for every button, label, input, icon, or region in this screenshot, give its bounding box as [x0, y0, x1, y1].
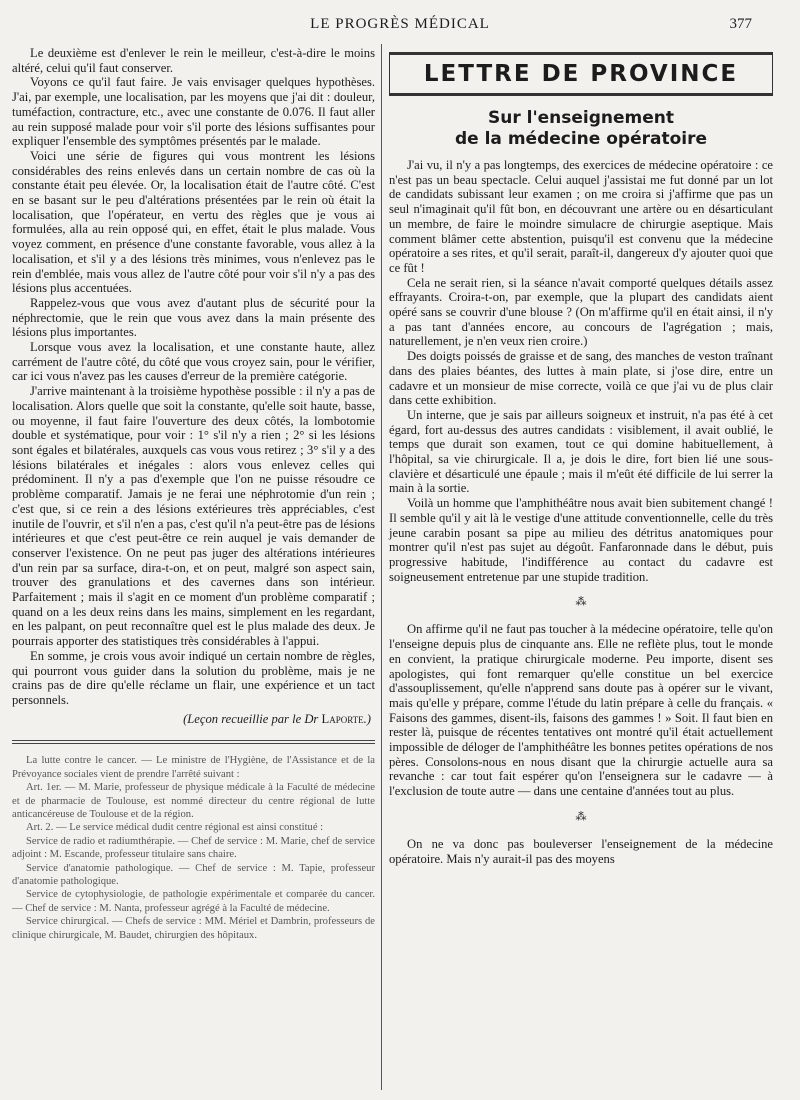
paragraph: J'arrive maintenant à la troisième hypothèse possible : il n'y a pas de localisation. Alors quelle que soit la constante, qu'elle soit haute, basse, ou moyenne, il faut faire l'ouverture des deux côtés, la lombotomie double et systématique, pour voir : 1° s'il n'y a rien ; 2° si les lésions sont égales et bilatérales, auxquels cas vous vous retirez ; 3° s'il y a des lésions bilatérales et inégales : alors vous enlevez celles qui prédominent. Il n'y a pas d'exemple que l'on ne puisse résoudre ce problème comparatif. Jamais je ne ferai une néphrotomie d'un rein ; c'est que, si ce rein a des lésions extérieures très appréciables, c'est inutile de l'ouvrir, et s'il n'en a pas, c'est qu'il n'a peut-être pas de lésions intérieures et que c'est peut-être ce rein auquel je vais demander de conserver l'existence. On ne peut pas juger des altérations intérieures d'un rein par sa surface, dira-t-on, et on peut, malgré son aspect sain, trouver des granulations et des cavernes dans son intérieur. Parfaitement ; mais il s'agit en ce moment d'un problème comparatif ; quand on a les deux reins dans les mains, simplement en les regardant, en les palpant, on peut reconnaître quel est le plus malade des deux. Je pourrais apporter des statistiques très considérables à l'appui. [12, 384, 375, 649]
paragraph: En somme, je crois vous avoir indiqué un certain nombre de règles, qui pourront vous guider dans la solution du problème, mais je ne crains pas de dire qu'elle réclame un flair, une expérience et un tact personnels. [12, 648, 375, 707]
news-paragraph: Service d'anatomie pathologique. — Chef de service : M. Tapie, professeur d'anatomie pathologique. [12, 862, 375, 887]
paragraph: Un interne, que je sais par ailleurs soigneux et instruit, n'a pas été à cet égard, fort au-dessus des autres candidats : visiblement, il avait oublié, le temps que durait son examen, tout ce qui domine habituellement, à l'hôpital, sa vie chirurgicale. Il a, je dois le dire, fort bien lié une sous-clavière et désarticulé une épaule ; mais il m'eût été difficile de lui serrer la main à la sortie. [389, 407, 773, 496]
article-title-line: Sur l'enseignement [487, 108, 675, 128]
right-column [389, 52, 773, 866]
running-header [0, 14, 800, 36]
journal-title: LE PROGRÈS MÉDICAL [310, 16, 490, 32]
news-paragraph: La lutte contre le cancer. — Le ministre de l'Hygiène, de l'Assistance et de la Prévoyance sociales vient de prendre l'arrêté suivant : [12, 755, 375, 780]
news-paragraph: Service de radio et radiumthérapie. — Chef de service : M. Marie, chef de service adjoint : M. Escande, professeur titulaire sans chaire. [12, 835, 375, 861]
paragraph: J'ai vu, il n'y a pas longtemps, des exercices de médecine opératoire : ce n'est pas un beau spectacle. Celui auquel j'assistai me fut donné par un lot de candidats subissant leur examen ; on me croira si j'affirme que pas un seul n'imaginait qu'il fût bon, en découvrant une artère ou en désarticulant un membre, de faire le moindre simulacre de chirurgie aseptique. Mais comment blâmer cette abstention, puisqu'il est convenu que la médecine opératoire a ses rites, et qu'il serait, paraît-il, dangereux d'y ajouter quoi que ce fût ! [389, 158, 773, 275]
column-divider [381, 44, 382, 1090]
signature-suffix: .) [363, 711, 371, 726]
section-divider [12, 740, 375, 744]
asterism-divider: ⁂ [575, 810, 587, 823]
news-paragraph: Service de cytophysiologie, de pathologie expérimentale et comparée du cancer. — Chef de service : M. Nanta, professeur agrégé à la Faculté de médecine. [12, 889, 375, 914]
paragraph: Lorsque vous avez la localisation, et une constante haute, allez carrément de l'autre côté, du côté que vous croyez sain, pour le vérifier, car ici vous n'avez pas les causes d'erreur de la première catégorie. [12, 340, 375, 384]
article-title-line: de la médecine opératoire [454, 129, 707, 149]
paragraph: On ne va donc pas bouleverser l'enseignement de la médecine opératoire. Mais n'y aurait-il pas des moyens [389, 836, 773, 866]
news-paragraph: Art. 2. — Le service médical dudit centre régional est ainsi constitué : [26, 822, 324, 834]
paragraph: Voici une série de figures qui vous montrent les lésions considérables des reins enlevés dans un certain nombre de cas où la constante était peu élevée. Or, la localisation était de l'autre côté. C'est en se basant sur le peu d'altérations présentées par le rein où était la localisation, que l'opérateur, en vertu des règles que je vous ai formulées, alla au rein opposé qui, en effet, était le plus malade. Vous voyez comment, en présence d'une constante favorable, vous allez à la localisation, et s'il y a des lésions très minimes, vous n'enlevez pas le rein d'emblée, mais vous allez de l'autre côté pour voir s'il n'y a pas des lésions plus accentuées. [12, 148, 375, 296]
news-paragraph: Art. 1er. — M. Marie, professeur de physique médicale à la Faculté de médecine et de pharmacie de Toulouse, est nommé directeur du centre régional de lutte anticancéreuse de Toulouse et de la région. [12, 782, 375, 820]
section-box-title: LETTRE DE PROVINCE [389, 52, 773, 96]
paragraph: On affirme qu'il ne faut pas toucher à la médecine opératoire, telle qu'on l'enseigne depuis plus de cinquante ans. Elle ne reflète plus, tout le monde en convient, la pratique chirurgicale moderne. Peu importe, disent ses apologistes, qui font remarquer qu'elle constitue un bel exercice d'assouplissement, qu'elle n'apprend sans doute pas à opérer sur le vivant, mais qu'elle y prépare, comme l'étude du latin prépare à celle du français. « Faisons des gammes, disent-ils, faisons des gammes ! » Soit. Il faut bien en rester là, puisque de récentes tentatives ont montré qu'il était actuellement impossible de déloger de l'amphithéâtre les bonnes petites opérations de nos pères. Consolons-nous en nous disant que la chirurgie actuelle aura sa revanche : car tout fait espérer qu'on l'enseignera sur le cadavre — à l'exclusion de toute autre — dans une centaine d'années tout au plus. [389, 622, 773, 799]
article-title [389, 108, 773, 150]
left-column [12, 46, 375, 942]
page-number: 377 [729, 16, 752, 32]
paragraph: Le deuxième est d'enlever le rein le meilleur, c'est-à-dire le moins altéré, celui qu'il faut conserver. [12, 46, 375, 75]
paragraph: Des doigts poissés de graisse et de sang, des manches de veston traînant dans des plaies béantes, des luttes à main plate, si j'ose dire, entre un cadavre et un monsieur de mise correcte, voilà ce que j'ai vu de plus clair dans cette exhibition. [389, 349, 773, 408]
news-paragraph: Service chirurgical. — Chefs de service : MM. Mériel et Dambrin, professeurs de clinique chirurgicale, M. Baudet, chirurgien des hôpitaux. [12, 916, 375, 941]
paragraph: Cela ne serait rien, si la séance n'avait comporté quelques détails assez effrayants. Croira-t-on, par exemple, que la plupart des candidats aient opéré sans se couvrir d'une blouse ? (On m'affirme qu'il en était ainsi, il n'y a pas tant d'années encore, au concours de l'agrégation ; mais, naturellement, je n'en veux rien croire.) [389, 275, 773, 349]
paragraph: Voilà un homme que l'amphithéâtre nous avait bien subitement changé ! Il semble qu'il y ait là le vestige d'une attitude conventionnelle, celle du très jeune carabin posant sa pipe au milieu des détritus anatomiques pour montrer qu'il n'est pas sujet au dégoût. Fanfaronnade dans le début, puis progressive habitude, l'indifférence au contact du cadavre est soigneusement entretenue par une stupide tradition. [389, 496, 773, 584]
asterism-divider: ⁂ [575, 596, 587, 609]
lecture-signature [12, 712, 375, 727]
paragraph: Rappelez-vous que vous avez d'autant plus de sécurité pour la néphrectomie, que le rein que vous avez dans la main présente des lésions plus importantes. [12, 295, 375, 340]
paragraph: Voyons ce qu'il faut faire. Je vais envisager quelques hypothèses. J'ai, par exemple, une localisation, par les moyens que j'ai dit : douleur, tuméfaction, contracture, etc., avec une constante de 0.076. Il faut aller au rein supposé malade pour voir s'il porte des lésions suffisantes pour expliquer l'ensemble des symptômes présentés par le malade. [12, 75, 375, 149]
signature-name: Laporte [321, 711, 364, 726]
news-block [12, 754, 375, 942]
signature-prefix: (Leçon recueillie par le Dr [183, 711, 322, 726]
